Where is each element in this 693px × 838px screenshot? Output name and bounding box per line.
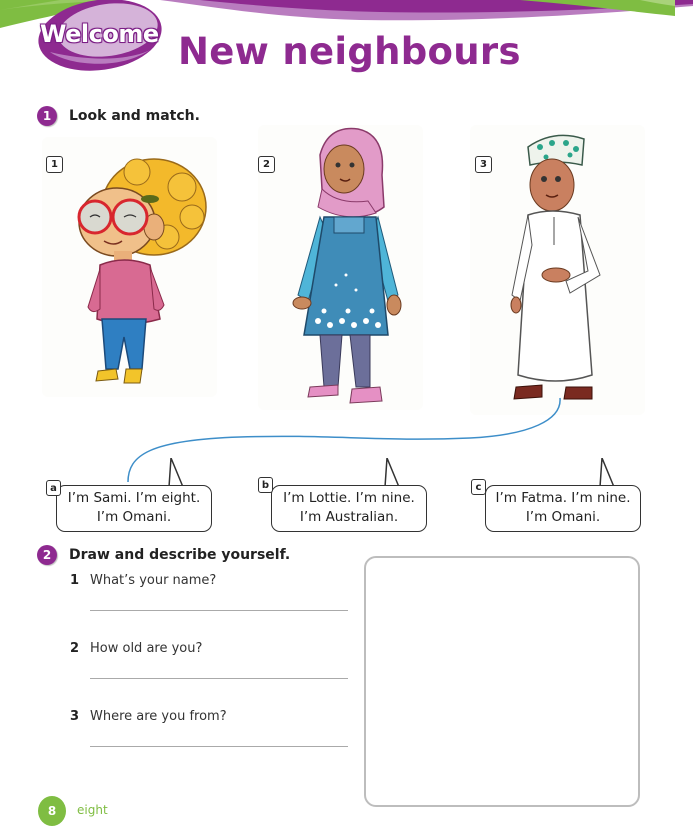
answer-line-2[interactable] <box>90 678 348 679</box>
speech-bubble-body <box>271 485 427 532</box>
question-3 <box>70 709 227 724</box>
question-text: What’s your name? <box>90 573 217 588</box>
bubble-line-1: I’m Sami. I’m eight. <box>67 490 201 506</box>
bubble-letter-box: a <box>46 480 61 496</box>
question-number: 3 <box>70 709 80 724</box>
exercise-instruction: Look and match. <box>69 108 200 124</box>
picture-1 <box>42 137 217 397</box>
question-number: 2 <box>70 641 80 656</box>
bubble-letter-box: c <box>471 479 486 495</box>
exercise-instruction: Draw and describe yourself. <box>69 547 291 563</box>
bubble-line-1: I’m Lottie. I’m nine. <box>283 490 415 506</box>
picture-number-box: 2 <box>258 156 275 173</box>
bubble-tail <box>165 458 195 488</box>
page-title: New neighbours <box>178 30 521 73</box>
question-text: How old are you? <box>90 641 203 656</box>
question-2 <box>70 641 202 656</box>
bubble-line-1: I’m Fatma. I’m nine. <box>495 490 631 506</box>
bubble-tail <box>596 458 626 488</box>
bubble-line-2: I’m Australian. <box>299 509 399 525</box>
speech-bubble-body <box>485 485 641 532</box>
bubble-tail <box>381 458 411 488</box>
picture-number-box: 1 <box>46 156 63 173</box>
exercise-number-badge: 2 <box>37 545 57 565</box>
bubble-line-2: I’m Omani. <box>525 509 601 525</box>
bubble-line-2: I’m Omani. <box>96 509 172 525</box>
page-number-badge: 8 <box>38 796 66 826</box>
picture-number-box: 3 <box>475 156 492 173</box>
answer-line-1[interactable] <box>90 610 348 611</box>
drawing-box[interactable] <box>364 556 640 807</box>
question-1 <box>70 573 216 588</box>
boy-dishdasha-illustration <box>470 125 645 415</box>
girl-curly-hair-illustration <box>42 137 217 397</box>
girl-headscarf-illustration <box>258 125 423 410</box>
section-label: Welcome <box>40 20 159 48</box>
bubble-letter-box: b <box>258 477 273 493</box>
exercise-1-header <box>37 106 200 126</box>
page-number-word: eight <box>77 803 108 817</box>
answer-line-3[interactable] <box>90 746 348 747</box>
picture-2 <box>258 125 423 410</box>
exercise-2-header <box>37 545 290 565</box>
speech-bubble-body <box>56 485 212 532</box>
exercise-number-badge: 1 <box>37 106 57 126</box>
question-number: 1 <box>70 573 80 588</box>
question-text: Where are you from? <box>90 709 227 724</box>
picture-3 <box>470 125 645 415</box>
